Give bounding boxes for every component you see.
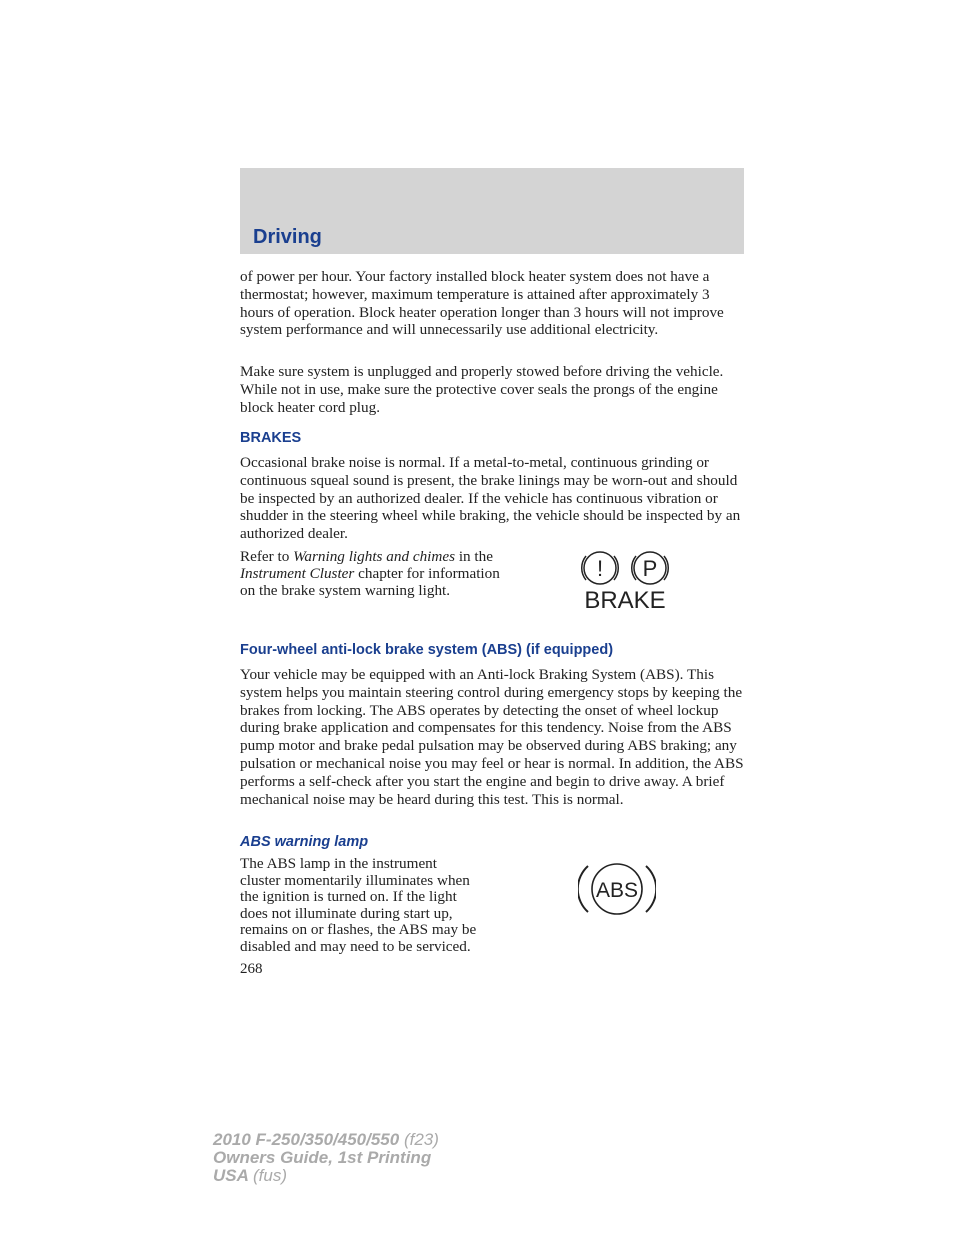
brake-warning-icon	[578, 550, 674, 612]
document-footer	[213, 1131, 439, 1185]
brake-icon-label: BRAKE	[584, 587, 666, 612]
svg-text:P: P	[642, 556, 658, 581]
abs-lamp-text: The ABS lamp in the instrument cluster momentarily illuminates when the ignition is turned on. If the light does not illuminate during start up, remains on or flashes, the ABS may be disabled and may need to be serviced.	[240, 855, 477, 955]
parking-circle-icon	[632, 552, 669, 584]
footer-guide: Owners Guide, 1st Printing	[213, 1148, 432, 1167]
footer-model: 2010 F-250/350/450/550	[213, 1130, 400, 1149]
abs-icon-label: ABS	[595, 879, 639, 902]
intro-paragraph-1: of power per hour. Your factory installed block heater system does not have a thermostat; however, maximum temperature is attained after approximately 3 hours of operation. Block heater operation longer than 3 hours will not improve system performance and will unnecessarily use additional electricity.	[240, 268, 724, 339]
brakes-paragraph: Occasional brake noise is normal. If a metal-to-metal, continuous grinding or continuous squeal sound is present, the brake linings may be worn-out and should be inspected by an authorized dealer. If the vehicle has continuous vibration or shudder in the steering wheel while braking, the vehicle should be inspected by an authorized dealer.	[240, 454, 741, 543]
svg-text:!: !	[596, 556, 604, 581]
footer-region: USA	[213, 1166, 249, 1185]
abs-lamp-heading: ABS warning lamp	[240, 834, 369, 850]
section-header-band	[240, 168, 744, 254]
footer-model-code: (f23)	[403, 1130, 439, 1149]
footer-region-code: (fus)	[253, 1166, 287, 1185]
instrument-cluster-reference: Instrument Cluster	[240, 565, 355, 582]
warning-lights-reference: Warning lights and chimes	[293, 548, 456, 565]
abs-heading: Four-wheel anti-lock brake system (ABS) (if equipped)	[240, 642, 614, 658]
intro-paragraph-2: Make sure system is unplugged and properly stowed before driving the vehicle. While not in use, make sure the protective cover seals the prongs of the engine block heater cord plug.	[240, 363, 724, 416]
brakes-refer-paragraph: Refer to Warning lights and chimes in the Instrument Cluster chapter for information on the brake system warning light.	[240, 548, 500, 599]
abs-paragraph: Your vehicle may be equipped with an Anti-lock Braking System (ABS). This system helps you maintain steering control during emergency stops by keeping the brakes from locking. The ABS operates by detecting the onset of wheel lockup during brake application and compensates for this tendency. Noise from the ABS pump motor and brake pedal pulsation may be observed during ABS braking; any pulsation or mechanical noise you may feel or hear is normal. In addition, the ABS performs a self-check after you start the engine and begin to drive away. A brief mechanical noise may be heard during this test. This is normal.	[240, 666, 744, 808]
abs-warning-icon	[578, 858, 656, 920]
brakes-heading: BRAKES	[240, 430, 302, 446]
page-number: 268	[240, 961, 263, 977]
exclamation-circle-icon	[582, 552, 619, 584]
section-title: Driving	[253, 226, 322, 248]
